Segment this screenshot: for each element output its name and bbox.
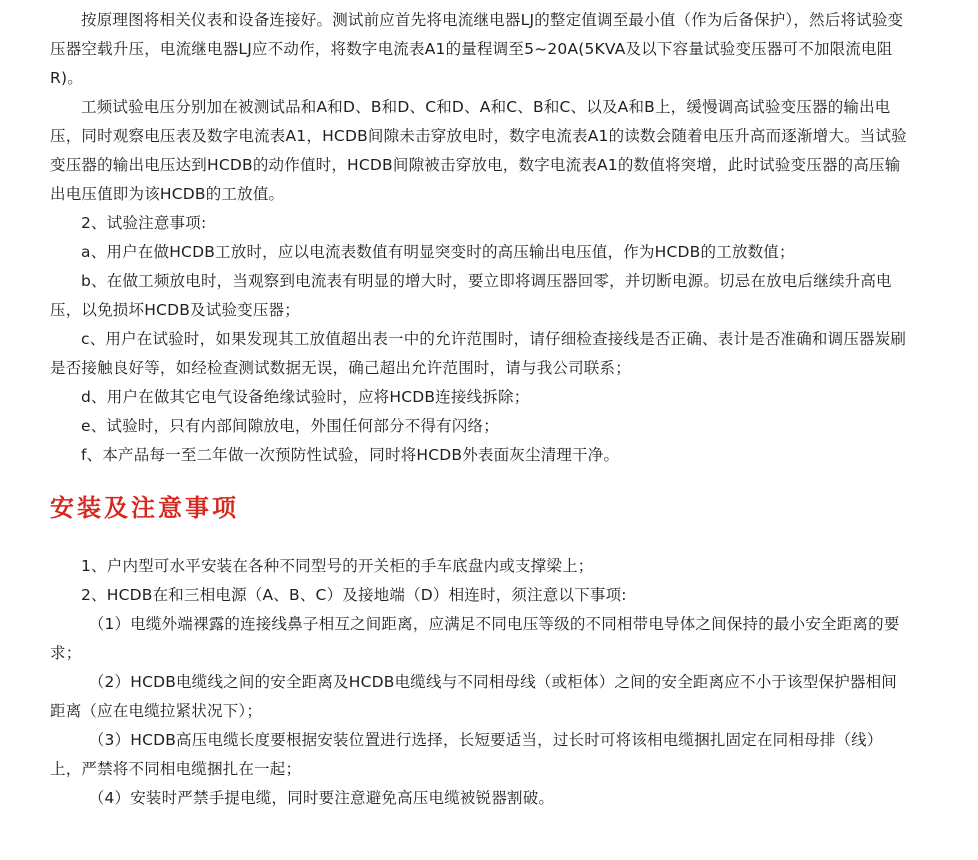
paragraph-install-item-3: （3）HCDB高压电缆长度要根据安装位置进行选择，长短要适当，过长时可将该相电缆捆扎固定在同相母排（线）上，严禁将不同相电缆捆扎在一起； — [50, 731, 883, 778]
paragraph-connection-setup: 按原理图将相关仪表和设备连接好。测试前应首先将电流继电器LJ的整定值调至最小值（作为后备保护），然后将试验变压器空载升压，电流继电器LJ应不动作，将数字电流表A1的量程调至5~20A(5KVA及以下容量试验变压器可不加限流电阻R)。 — [50, 11, 904, 87]
installation-section — [50, 552, 910, 813]
paragraph-note-e: e、试验时，只有内部间隙放电，外围任何部分不得有闪络； — [81, 417, 499, 435]
paragraph-power-frequency-test: 工频试验电压分别加在被测试品和A和D、B和D、C和D、A和C、B和C、以及A和B上，缓慢调高试验变压器的输出电压，同时观察电压表及数字电流表A1，HCDB间隙未击穿放电时，数字电流表A1的读数会随着电压升高而逐渐增大。当试验变压器的输出电压达到HCDB的动作值时，HCDB间隙被击穿放电，数字电流表A1的数值将突增，此时试验变压器的高压输出电压值即为该HCDB的工放值。 — [50, 98, 907, 203]
paragraph-note-d: d、用户在做其它电气设备绝缘试验时，应将HCDB连接线拆除； — [81, 388, 530, 406]
paragraph-install-1: 1、户内型可水平安装在各种不同型号的开关柜的手车底盘内或支撑梁上； — [81, 557, 594, 575]
paragraph-note-b: b、在做工频放电时，当观察到电流表有明显的增大时，要立即将调压器回零，并切断电源。切忌在放电后继续升高电压，以免损坏HCDB及试验变压器； — [50, 272, 892, 319]
paragraph-note-c: c、用户在试验时，如果发现其工放值超出表一中的允许范围时，请仔细检查接线是否正确、表计是否准确和调压器炭刷是否接触良好等，如经检查测试数据无误，确己超出允许范围时，请与我公司联系； — [50, 330, 907, 377]
paragraph-install-item-2: （2）HCDB电缆线之间的安全距离及HCDB电缆线与不同相母线（或柜体）之间的安全距离应不小于该型保护器相间距离（应在电缆拉紧状况下）； — [50, 673, 898, 720]
paragraph-install-item-4: （4）安装时严禁手提电缆，同时要注意避免高压电缆被锐器割破。 — [88, 789, 555, 807]
paragraph-note-f: f、本产品每一至二年做一次预防性试验，同时将HCDB外表面灰尘清理干净。 — [81, 446, 620, 464]
paragraph-install-item-1: （1）电缆外端裸露的连接线鼻子相互之间距离，应满足不同电压等级的不同相带电导体之间保持的最小安全距离的要求； — [50, 615, 900, 662]
paragraph-note-a: a、用户在做HCDB工放时，应以电流表数值有明显突变时的高压输出电压值，作为HCDB的工放数值； — [81, 243, 795, 261]
installation-section-title: 安装及注意事项 — [50, 494, 239, 522]
paragraph-install-2: 2、HCDB在和三相电源（A、B、C）及接地端（D）相连时，须注意以下事项: — [81, 586, 627, 604]
paragraph-test-notes-heading: 2、试验注意事项: — [81, 214, 207, 232]
test-procedure-section — [50, 6, 910, 470]
